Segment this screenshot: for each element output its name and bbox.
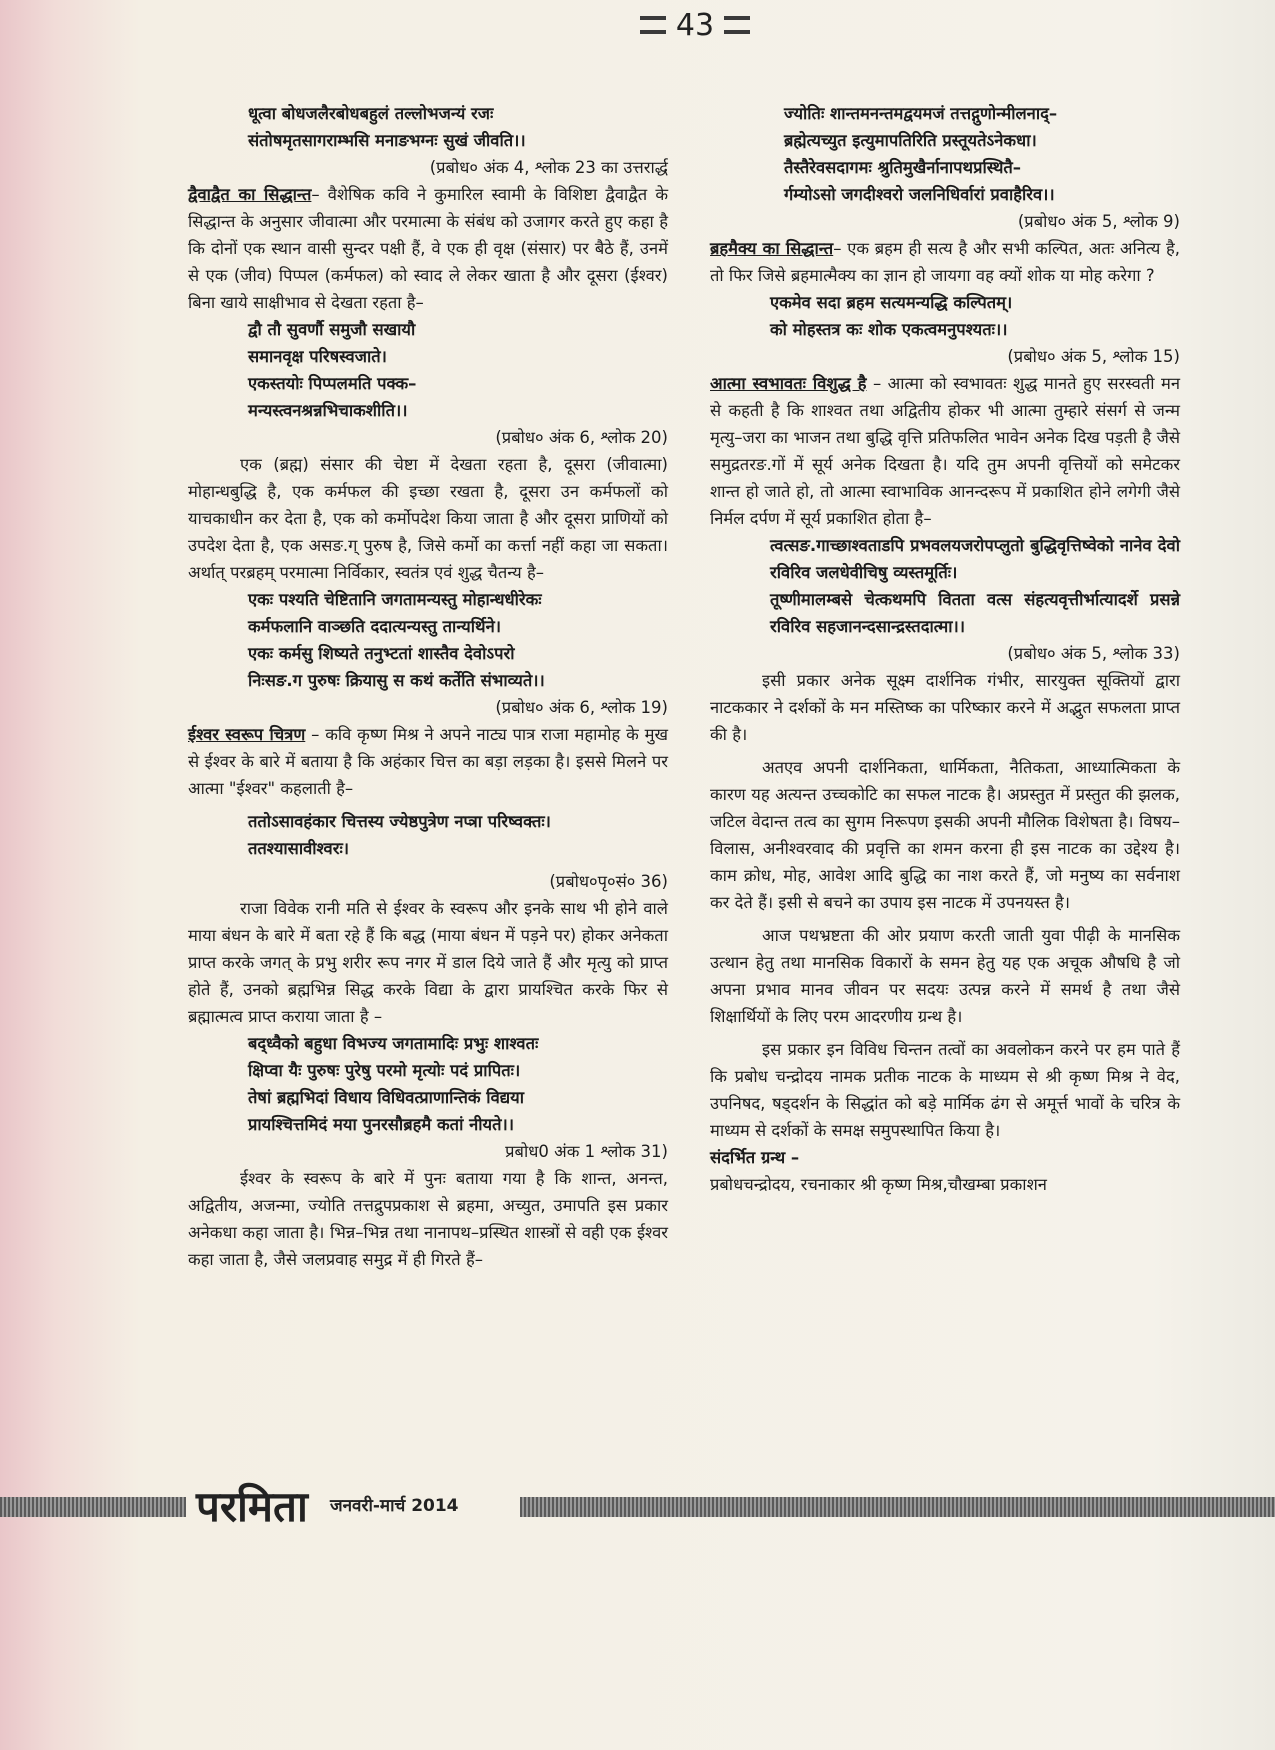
page-number-ornament — [640, 6, 750, 46]
section-heading: ईश्वर स्वरूप चित्रण — [188, 725, 306, 744]
section-heading: आत्मा स्वभावतः विशुद्ध है — [710, 374, 867, 393]
verse-reference: (प्रबोध० अंक 6, श्लोक 20) — [495, 428, 668, 447]
paragraph: द्वैवाद्वैत का सिद्धान्त– वैशेषिक कवि ने कुमारिल स्वामी के विशिष्टा द्वैवाद्वैत के सिद्धान्त के अनुसार जीवात्मा और परमात्मा के संबंध को उजागर करते हुए कहा है कि दोनों एक स्थान वासी सुन्दर पक्षी हैं, वे एक ही वृक्ष (संसार) पर बैठे हैं, उनमें से एक (जीव) पिप्पल (कर्मफल) को स्वाद ले लेकर खाता है और दूसरा (ईश्वर) बिना खाये साक्षीभाव से देखता रहता है– — [188, 185, 668, 312]
footer-stripe-left — [0, 1497, 186, 1517]
verse: द्वौ तौ सुवर्णौ समुजौ सखायौ समानवृक्ष परिषस्वजाते। एकस्तयोः पिप्पलमति पक्क– मन्यस्त्वनश्रन्नभिचाकशीति।। — [248, 320, 417, 420]
verse: एकः पश्यति चेष्टितानि जगतामन्यस्तु मोहान्धधीरेकः कर्मफलानि वाञ्छति ददात्यन्यस्तु तान्यर्थिने। एकः कर्मसु शिष्यते तनुभ्टतां शास्तैव देवोऽपरो निःसङ.ग पुरुषः क्रियासु स कथं कर्तेति संभाव्यते।। — [248, 590, 545, 690]
left-column — [188, 100, 668, 1273]
verse: धूत्वा बोधजलैरबोधबहुलं तल्लोभजन्यं रजः संतोषमृतसागराम्भसि मनाङभग्नः सुखं जीवति।। — [248, 104, 526, 150]
verse: एकमेव सदा ब्रहम सत्यमन्यद्धि कल्पितम्। को मोहस्तत्र कः शोक एकत्वमनुपश्यतः।। — [770, 293, 1013, 339]
verse-reference: (प्रबोध० अंक 5, श्लोक 33) — [1007, 644, 1180, 663]
verse-reference: (प्रबोध०पृ०सं० 36) — [549, 872, 668, 891]
paragraph: एक (ब्रह्म) संसार की चेष्टा में देखता रहता है, दूसरा (जीवात्मा) मोहान्धबुद्धि है, एक कर्मफल की इच्छा रखता है, दूसरा उन कर्मफलों को याचकाधीन कर देता है, एक को कर्मोपदेश किया जाता है और दूसरा प्राणियों को उपदेश देता है, एक असङ.ग् पुरुष है, जिसे कर्मो का कर्त्ता नहीं कहा जा सकता। अर्थात् परब्रहम् परमात्मा निर्विकार, स्वतंत्र एवं शुद्ध चैतन्य है– — [188, 455, 668, 582]
paragraph: अतएव अपनी दार्शनिकता, धार्मिकता, नैतिकता, आध्यात्मिकता के कारण यह अत्यन्त उच्चकोटि का सफल नाटक है। अप्रस्तुत में प्रस्तुत की झलक, जटिल वेदान्त तत्व का सुगम निरूपण इसकी अपनी मौलिक विशेषता है। विषय–विलास, अनीश्वरवाद की प्रवृत्ति का शमन करना ही इस नाटक का उद्देश्य है। काम क्रोध, मोह, आवेश आदि बुद्धि का नाश करते हैं, जो मनुष्य का सर्वनाश कर देते हैं। इसी से बचने का उपाय इस नाटक में उपनयस्त है। — [710, 758, 1180, 912]
paragraph: राजा विवेक रानी मति से ईश्वर के स्वरूप और इनके साथ भी होने वाले माया बंधन के बारे में बता रहे हैं कि बद्ध (माया बंधन में पड़ने पर) होकर अनेकता प्राप्त करके जगत् के प्रभु शरीर रूप नगर में डाल दिये जाते हैं और मृत्यु को प्राप्त होते हैं, उनको ब्रह्मभिन्न सिद्ध करके विद्या के द्वारा प्रायश्चित करके फिर से ब्रह्मात्मत्व प्राप्त कराया जाता है – — [188, 899, 668, 1026]
section-heading: द्वैवाद्वैत का सिद्धान्त — [188, 185, 312, 204]
verse: त्वत्सङ.गाच्छाश्वताडपि प्रभवलयजरोपप्लुतो बुद्धिवृत्तिष्वेको नानेव देवो रविरिव जलधेवीचिषु व्यस्तमूर्तिः। तूष्णीमालम्बसे चेत्कथमपि वितता वत्स संहत्यवृत्तीर्भात्यादर्शे प्रसन्ने रविरिव सहजानन्दसान्द्रस्तदात्मा।। — [770, 536, 1180, 636]
verse-reference: (प्रबोध० अंक 4, श्लोक 23 का उत्तरार्द्ध — [429, 158, 668, 177]
paragraph: आज पथभ्रष्टता की ओर प्रयाण करती जाती युवा पीढ़ी के मानसिक उत्थान हेतु तथा मानसिक विकारों के समन हेतु यह एक अचूक औषधि है जो अपना प्रभाव मानव जीवन पर सदयः उत्पन्न करने में समर्थ है तथा जैसे शिक्षार्थियों के लिए परम आदरणीय ग्रन्थ है। — [710, 926, 1180, 1026]
magazine-brand: परमिता — [196, 1482, 308, 1531]
verse-reference: (प्रबोध० अंक 5, श्लोक 9) — [1017, 212, 1180, 231]
section-heading: ब्रहमैक्य का सिद्धान्त — [710, 239, 834, 258]
verse-reference: (प्रबोध० अंक 5, श्लोक 15) — [1007, 347, 1180, 366]
paragraph: इसी प्रकार अनेक सूक्ष्म दार्शनिक गंभीर, सारयुक्त सूक्तियों द्वारा नाटककार ने दर्शकों के मन मस्तिष्क का परिष्कार करने में अद्भुत सफलता प्राप्त की है। — [710, 671, 1180, 744]
page-number: 43 — [675, 8, 715, 43]
right-column — [710, 100, 1180, 1198]
verse: ज्योतिः शान्तमनन्तमद्वयमजं तत्तद्गुणोन्मीलनाद्– ब्रह्मेत्यच्युत इत्युमापतिरिति प्रस्तूयतेऽनेकधा। तैस्तैरेवसदागमः श्रुतिमुखैर्नानापथप्रस्थितै– र्गम्योऽसो जगदीश्वरो जलनिधिर्वारां प्रवाहैरिव।। — [784, 104, 1058, 204]
references-heading: संदर्भित ग्रन्थ – — [710, 1148, 800, 1167]
verse: बद्ध्वैको बहुधा विभज्य जगतामादिः प्रभुः शाश्वतः क्षिप्वा यैः पुरुषः पुरेषु परमो मृत्योः पदं प्रापितः। तेषां ब्रह्मभिदां विधाय विधिवत्प्राणान्तिकं विद्यया प्रायश्चित्तमिदं मया पुनरसौब्रहमै कतां नीयते।। — [248, 1034, 539, 1134]
footer — [0, 1482, 1275, 1531]
references-text: प्रबोधचन्द्रोदय, रचनाकार श्री कृष्ण मिश्र,चौखम्बा प्रकाशन — [710, 1175, 1047, 1194]
verse: ततोऽसावहंकार चित्तस्य ज्येष्ठपुत्रेण नप्त्रा परिष्वक्तः। ततश्यासावीश्वरः। — [248, 812, 551, 858]
issue-date: जनवरी-मार्च 2014 — [330, 1496, 459, 1516]
footer-stripe-right — [520, 1497, 1275, 1517]
paragraph: ईश्वर के स्वरूप के बारे में पुनः बताया गया है कि शान्त, अनन्त, अद्वितीय, अजन्मा, ज्योति तत्तद्रुपप्रकाश से ब्रहमा, अच्युत, उमापति इस प्रकार अनेकधा कहा जाता है। भिन्न–भिन्न तथा नानापथ–प्रस्थित शास्त्रों से वही एक ईश्वर कहा जाता है, जैसे जलप्रवाह समुद्र में ही गिरते हैं– — [188, 1169, 668, 1269]
verse-reference: (प्रबोध० अंक 6, श्लोक 19) — [495, 698, 668, 717]
paragraph: ब्रहमैक्य का सिद्धान्त– एक ब्रहम ही सत्य है और सभी कल्पित, अतः अनित्य है, तो फिर जिसे ब्रहमात्मैक्य का ज्ञान हो जायगा वह क्यों शोक या मोह करेगा ? — [710, 239, 1180, 285]
paragraph: इस प्रकार इन विविध चिन्तन तत्वों का अवलोकन करने पर हम पाते हैं कि प्रबोध चन्द्रोदय नामक प्रतीक नाटक के माध्यम से श्री कृष्ण मिश्र ने वेद, उपनिषद, षड्दर्शन के सिद्धांत को बड़े मार्मिक ढंग से अमूर्त्त भावों के चरित्र के माध्यम से दर्शकों के समक्ष समुपस्थापित किया है। — [710, 1040, 1180, 1140]
paragraph: ईश्वर स्वरूप चित्रण – कवि कृष्ण मिश्र ने अपने नाट्य पात्र राजा महामोह के मुख से ईश्वर के बारे में बताया है कि अहंकार चित्त का बड़ा लड़का है। इससे मिलने पर आत्मा "ईश्वर" कहलाती है– — [188, 725, 668, 798]
paragraph: आत्मा स्वभावतः विशुद्ध है – आत्मा को स्वभावतः शुद्ध मानते हुए सरस्वती मन से कहती है कि शाश्वत तथा अद्वितीय होकर भी आत्मा तुम्हारे संसर्ग से जन्म मृत्यु–जरा का भाजन तथा बुद्धि वृत्ति प्रतिफलित भावेन अनेक दिख पड़ती है जैसे समुद्रतरङ.गों में सूर्य अनेक दिखता है। यदि तुम अपनी वृत्तियों को समेटकर शान्त हो जाते हो, तो आत्मा स्वाभाविक आनन्दरूप में प्रकाशित होने लगेगी जैसे निर्मल दर्पण में सूर्य प्रकाशित होता है– — [710, 374, 1180, 528]
verse-reference: प्रबोध0 अंक 1 श्लोक 31) — [505, 1142, 668, 1161]
